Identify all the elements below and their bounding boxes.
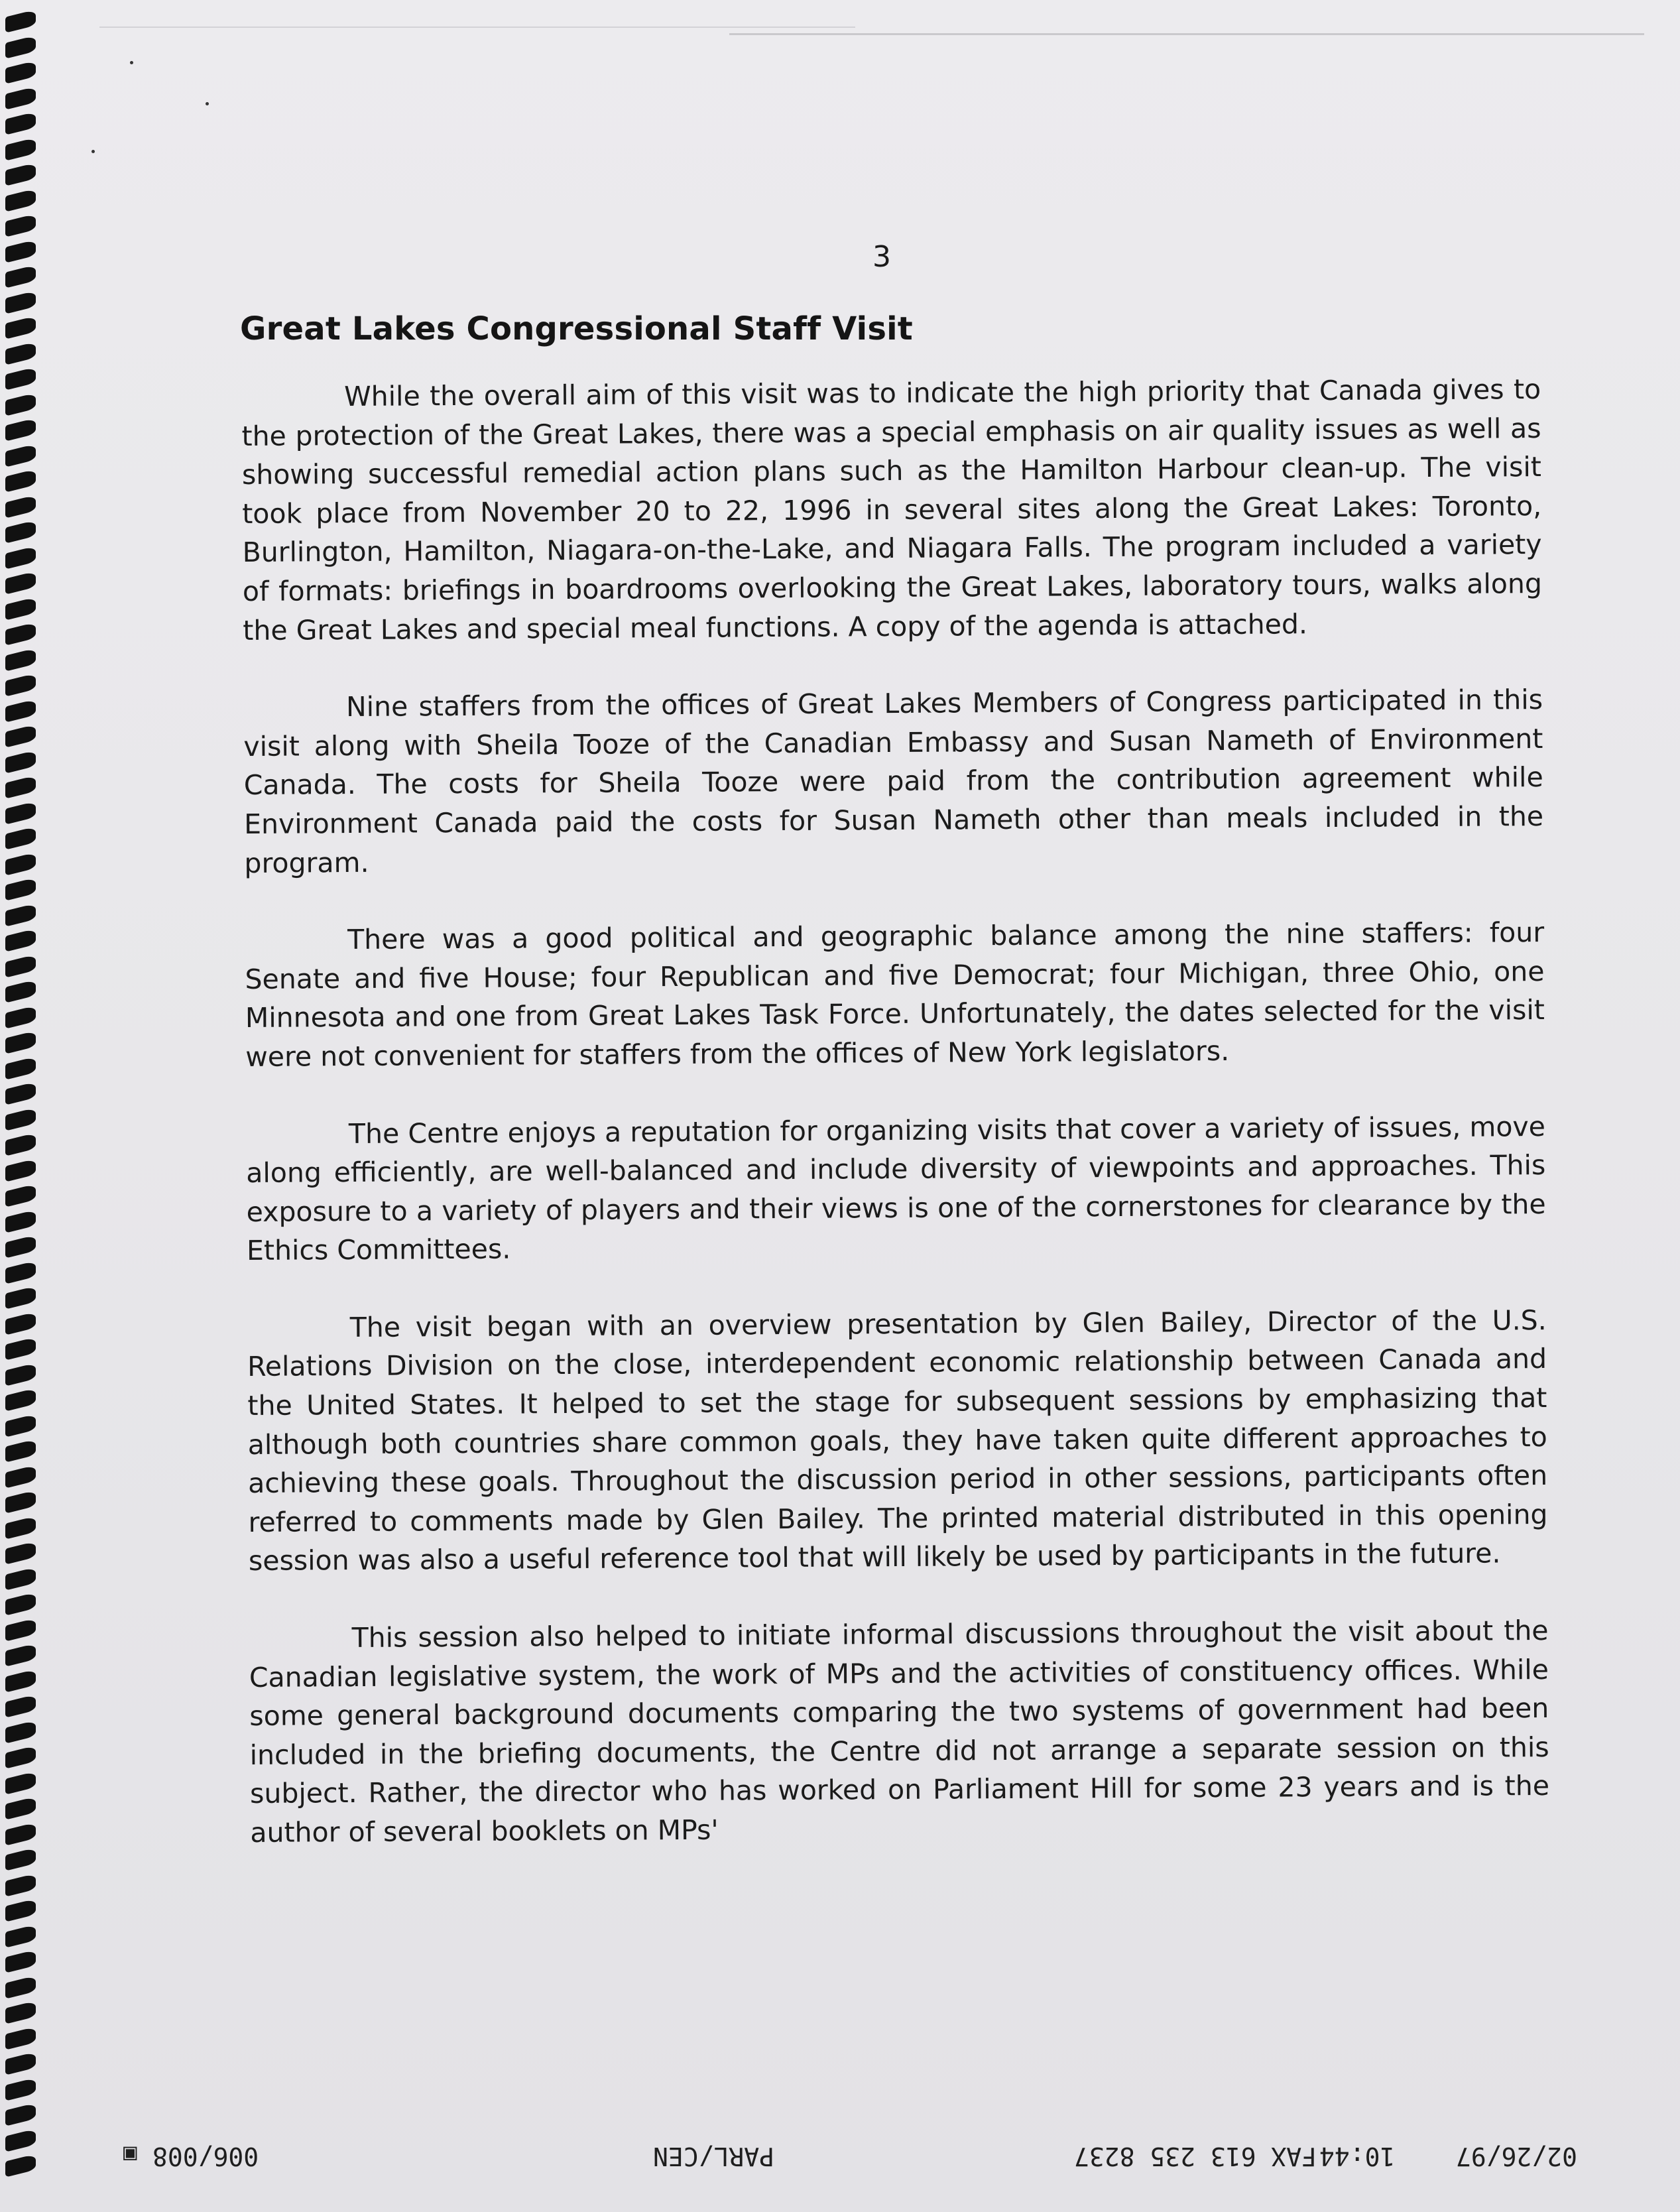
binding-ring xyxy=(5,673,36,696)
binding-ring xyxy=(5,1158,36,1182)
binding-ring xyxy=(5,1949,36,1973)
binding-ring xyxy=(5,341,36,365)
binding-ring xyxy=(5,1312,36,1335)
binding-ring xyxy=(5,903,36,926)
body-text xyxy=(241,370,1550,1891)
binding-ring xyxy=(5,188,36,212)
binding-ring xyxy=(5,1056,36,1079)
binding-ring xyxy=(5,928,36,952)
binding-ring xyxy=(5,2000,36,2024)
page-number: 3 xyxy=(872,240,891,274)
binding-ring xyxy=(5,750,36,773)
binding-ring xyxy=(5,877,36,900)
binding-ring xyxy=(5,1184,36,1207)
binding-ring xyxy=(5,1592,36,1615)
binding-ring xyxy=(5,1516,36,1539)
binding-ring xyxy=(5,1771,36,1794)
binding-ring xyxy=(5,954,36,977)
scan-speck xyxy=(130,61,133,64)
fax-date-time: 02/26/97 10:44 xyxy=(1319,2142,1577,2171)
top-rule xyxy=(99,27,855,28)
binding-ring xyxy=(5,469,36,492)
paragraph: This session also helped to initiate informal discussions throughout the visit about the Canadian legislative system, the work of MPs and the activities of constituency offices. While some general background documents comparing the two systems of government had been included in the briefing documents, the Centre did not arrange a separate session on this subject. Rather, the director who has worked on Parliament Hill for some 23 years and is the author of several booklets on MPs' xyxy=(249,1615,1550,1849)
binding-ring xyxy=(5,60,36,84)
binding-ring xyxy=(5,86,36,109)
binding-ring xyxy=(5,214,36,237)
binding-ring xyxy=(5,724,36,747)
binding-ring xyxy=(5,546,36,569)
binding-ring xyxy=(5,852,36,875)
binding-ring xyxy=(5,648,36,671)
binding-ring xyxy=(5,1847,36,1871)
binding-ring xyxy=(5,495,36,518)
binding-ring xyxy=(5,1133,36,1156)
binding-ring xyxy=(5,622,36,645)
fax-sender: PARL/CEN xyxy=(653,2142,775,2171)
binding-ring xyxy=(5,979,36,1003)
binding-ring xyxy=(5,290,36,314)
fax-number: FAX 613 235 8237 xyxy=(1074,2142,1317,2171)
paragraph: The Centre enjoys a reputation for organizing visits that cover a variety of issues, move along efficiently, are well-balanced and include diversity of viewpoints and approaches. This exposure to a variety of players and their views is one of the cornerstones for clearance by the Ethics Committees. xyxy=(246,1110,1546,1267)
binding-ring xyxy=(5,444,36,467)
binding-ring xyxy=(5,9,36,32)
binding-ring xyxy=(5,1822,36,1845)
binding-ring xyxy=(5,393,36,416)
binding-ring xyxy=(5,1490,36,1513)
binding-ring xyxy=(5,1924,36,1947)
page-title: Great Lakes Congressional Staff Visit xyxy=(240,310,913,347)
binding-ring xyxy=(5,111,36,135)
top-rule xyxy=(729,33,1644,35)
binding-ring xyxy=(5,418,36,441)
fax-footer xyxy=(0,2115,1680,2208)
binding-ring xyxy=(5,162,36,186)
paragraph: The visit began with an overview presentation by Glen Bailey, Director of the U.S. Relations Division on the close, interdependent economic relationship between Canada and the United States. It helped to set the stage for subsequent sessions by emphasizing that although both countries share common goals, they have taken quite different approaches to achieving these goals. Throughout the discussion period in other sessions, participants often referred to comments made by Glen Bailey. The printed material distributed in this opening session was also a useful reference tool that will likely be used by participants in the future. xyxy=(247,1304,1548,1577)
binding-ring xyxy=(5,1694,36,1717)
binding-ring xyxy=(5,367,36,390)
scan-speck xyxy=(91,150,95,153)
spiral-binding xyxy=(0,13,46,2201)
binding-ring xyxy=(5,1209,36,1233)
scan-speck xyxy=(206,102,209,105)
binding-ring xyxy=(5,1898,36,1922)
binding-ring xyxy=(5,801,36,824)
binding-ring xyxy=(5,1414,36,1437)
binding-ring xyxy=(5,1260,36,1284)
binding-ring xyxy=(5,1235,36,1258)
binding-ring xyxy=(5,571,36,594)
paragraph: There was a good political and geographic balance among the nine staffers: four Senate and five House; four Republican and five Democrat; four Michigan, three Ohio, one Minnesota and one from Great Lakes Task Force. Unfortunately, the dates selected for the visit were not convenient for staffers from the offices of New York legislators. xyxy=(245,916,1545,1073)
binding-ring xyxy=(5,2026,36,2050)
binding-ring xyxy=(5,1107,36,1131)
binding-ring xyxy=(5,597,36,620)
paragraph: Nine staffers from the offices of Great Lakes Members of Congress participated in this visit along with Sheila Tooze of the Canadian Embassy and Susan Nameth of Environment Canada. The costs for Sheila Tooze were paid from the contribution agreement while Environment Canada paid the costs for Susan Nameth other than meals included in the program. xyxy=(243,684,1544,879)
fax-page-count: 006/008 xyxy=(152,2142,259,2171)
binding-ring xyxy=(5,1388,36,1411)
binding-ring xyxy=(5,1643,36,1666)
binding-ring xyxy=(5,1465,36,1488)
binding-ring xyxy=(5,1720,36,1743)
paragraph: While the overall aim of this visit was to indicate the high priority that Canada gives to the protection of the Great Lakes, there was a special emphasis on air quality issues as well as showing successful remedial action plans such as the Hamilton Harbour clean-up. The visit took place from November 20 to 22, 1996 in several sites along the Great Lakes: Toronto, Burlington, Hamilton, Niagara-on-the-Lake, and Niagara Falls. The program included a variety of formats: briefings in boardrooms overlooking the Great Lakes, laboratory tours, walks along the Great Lakes and special meal functions. A copy of the agenda is attached. xyxy=(241,373,1543,646)
fax-page-icon: ▣ xyxy=(123,2142,137,2168)
binding-ring xyxy=(5,1005,36,1028)
binding-ring xyxy=(5,1745,36,1768)
binding-ring xyxy=(5,2077,36,2101)
binding-ring xyxy=(5,1363,36,1386)
binding-ring xyxy=(5,239,36,263)
binding-ring xyxy=(5,1669,36,1692)
binding-ring xyxy=(5,1796,36,1819)
binding-ring xyxy=(5,520,36,543)
binding-ring xyxy=(5,1873,36,1896)
binding-ring xyxy=(5,1541,36,1564)
binding-ring xyxy=(5,1618,36,1641)
binding-ring xyxy=(5,137,36,160)
binding-ring xyxy=(5,1337,36,1360)
binding-ring xyxy=(5,35,36,58)
binding-ring xyxy=(5,316,36,339)
binding-ring xyxy=(5,1286,36,1309)
binding-ring xyxy=(5,775,36,798)
binding-ring xyxy=(5,1567,36,1590)
binding-ring xyxy=(5,1030,36,1054)
binding-ring xyxy=(5,826,36,849)
binding-ring xyxy=(5,1975,36,1998)
binding-ring xyxy=(5,1081,36,1105)
binding-ring xyxy=(5,1439,36,1462)
binding-ring xyxy=(5,2052,36,2075)
binding-ring xyxy=(5,699,36,722)
binding-ring xyxy=(5,265,36,288)
